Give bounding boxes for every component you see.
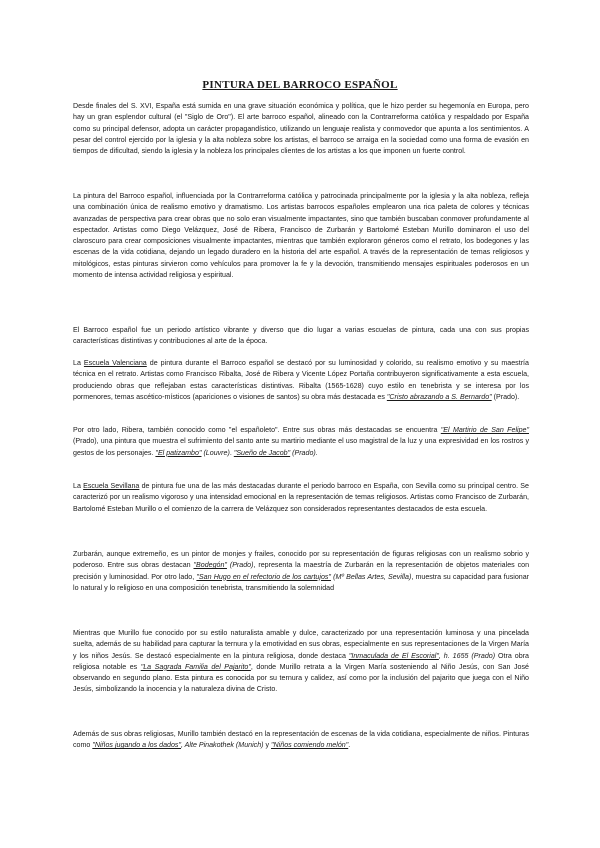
paragraph-text-segment: Zurbarán, aunque extremeño, es un pintor de monjes y frailes, conocido por su representación de figuras religiosas con un realismo sobrio y poderoso. Entre sus obras destacan (73, 550, 529, 570)
paragraph-text-segment: , donde Murillo retrata a la Virgen María sosteniendo al Niño Jesús, con San José observando en segundo plano. Esta pintura es conocida por su ternura y calidez, así como por la inclusión del pajarito que juega con el Niño Jesús, simbolizando la inocencia y la naturaleza divina de Cristo. (73, 662, 529, 694)
paragraph-text-segment: "El patizambo" (155, 448, 202, 457)
paragraph-text-segment: El Barroco español fue un periodo artístico vibrante y diverso que dio lugar a varias escuelas de pintura, cada una con sus propias características distintivas y contribuciones al arte de la época. (73, 326, 529, 346)
paragraph-text-segment: La pintura del Barroco español, influenciada por la Contrarreforma católica y patrocinada principalmente por la iglesia y la alta nobleza, refleja una combinación única de realismo emotivo y dramatismo. Los artistas barrocos españoles emplearon una rica paleta de colores y técnicas avanzadas de perspectiva para crear obras que no solo eran visualmente impactantes, sino que también buscaban conmover profundamente al espectador. Artistas como Diego Velázquez, José de Ribera, Francisco de Zurbarán y Bartolomé Esteban Murillo dominaron el uso del claroscuro para crear composiciones visualmente impactantes, mientras que también exploraron géneros como el retrato, los bodegones y las escenas de la vida cotidiana, dejando un legado duradero en la historia del arte español. A través de la representación de temas religiosos y mitológicos, estas pinturas sirvieron como vehículos para promover la fe y la devoción, transmitiendo mensajes espirituales poderosos en un momento de intensa actividad religiosa y espiritual. (73, 192, 529, 280)
paragraph-pintura-barroco (73, 191, 529, 281)
paragraph-escuelas (73, 325, 529, 348)
paragraph-zurbaran (73, 549, 529, 594)
paragraph-text-segment: y (263, 741, 272, 750)
paragraph-murillo-cotidiana (73, 729, 529, 752)
paragraph-text-segment: , Alte Pinakothek (Munich) (180, 741, 264, 750)
paragraph-text-segment: "Bodegón" (193, 561, 227, 570)
paragraph-text-segment: (Prado). (290, 448, 318, 457)
paragraph-text-segment: "Niños jugando a los dados" (92, 741, 181, 750)
paragraph-escuela-valenciana (73, 358, 529, 403)
paragraph-text-segment: Escuela Sevillana (83, 482, 140, 490)
paragraph-text-segment: "El Martirio de San Felipe" (440, 426, 529, 434)
paragraph-text-segment: "Cristo abrazando a S. Bernardo" (386, 392, 492, 401)
paragraph-text-segment: "Sueño de Jacob" (233, 448, 291, 457)
paragraph-intro (73, 101, 529, 157)
paragraph-text-segment: "Inmaculada de El Escorial" (348, 651, 439, 660)
paragraph-text-segment: Por otro lado, Ribera, también conocido como "el españoleto". Entre sus obras más destacadas se encuentra (73, 426, 441, 434)
paragraph-text-segment: , muestra su capacidad para fusionar lo natural y lo religioso en una composición tenebrista, transmitiendo la solemnidad (73, 572, 530, 592)
paragraph-text-segment: "La Sagrada Familia del Pajarito" (140, 662, 251, 671)
paragraph-text-segment: (Prado) (226, 561, 254, 570)
paragraph-text-segment: (Prado). (491, 392, 520, 401)
paragraph-text-segment: de pintura fue una de las más destacadas durante el periodo barroco en España, con Sevilla como su principal centro. Se caracterizó por un realismo vigoroso y una intensidad emocional en la representación de temas religiosos. Artistas como Francisco de Zurbarán, Bartolomé Esteban Murillo o el comienzo de la carrera de Velázquez son considerados representantes destacados de esta escuela. (73, 482, 529, 513)
paragraph-text-segment: "San Hugo en el refectorio de los cartujos" (196, 572, 331, 581)
paragraph-text-segment: , representa la maestría de Zurbarán en la representación de objetos materiales con precisión y luminosidad. Por otro lado, (73, 561, 530, 581)
paragraph-text-segment: . (348, 741, 351, 750)
paragraph-text-segment: , h. 1655 (Prado) (438, 651, 496, 660)
paragraph-text-segment: Desde finales del S. XVI, España está sumida en una grave situación económica y política, que le hizo perder su hegemonía en Europa, pero hay un gran esplendor cultural (el "Siglo de Oro"). El arte barroco español, alineado con la Contrarreforma católica y respaldado por España como su principal defensor, adopta un carácter propagandístico, utilizando un lenguaje realista y conmovedor que apunta a los sentimientos. A pesar del control ejercido por la iglesia y la alta nobleza sobre los artistas, el barroco se arraiga en la sociedad como una forma de evasión en tiempos de dificultad, siendo la iglesia y la nobleza los principales clientes de los artistas a los que imponen un fuerte control. (73, 102, 529, 156)
paragraph-text-segment: de pintura durante el Barroco español se destacó por su luminosidad y colorido, su realismo emotivo y su maestría técnica en el retrato. Artistas como Francisco Ribalta, José de Ribera y Vicente López Portaña contribuyeron significativamente a esta escuela, produciendo obras que reflejaban estas características distintivas. Ribalta (1565-1628) cuyo estilo en tenebrista y se interesa por los pormenores, temas ascético-místicos (apariciones o visiones de santos) su obra más destacada es (73, 359, 529, 401)
paragraph-text-segment: (Mº Bellas Artes, Sevilla) (330, 572, 412, 581)
paragraph-text-segment: Mientras que Murillo fue conocido por su estilo naturalista amable y dulce, caracterizado por una representación luminosa y una pincelada suelta, además de su habilidad para capturar la ternura y la emotividad en sus obras, especialmente en sus representaciones de la Virgen María y los niños Jesús. Se destacó especialmente en la pintura religiosa, donde destaca (73, 629, 529, 660)
paragraph-murillo (73, 628, 529, 696)
paragraph-ribera (73, 425, 529, 459)
paragraph-text-segment: La (73, 482, 84, 490)
paragraph-escuela-sevillana (73, 481, 529, 515)
paragraph-text-segment: Otra obra religiosa notable es (73, 651, 529, 671)
document-title: PINTURA DEL BARROCO ESPAÑOL (202, 79, 398, 91)
paragraph-text-segment: . (229, 448, 234, 457)
paragraph-text-segment: "Niños comiendo melón" (271, 741, 349, 750)
paragraph-text-segment: (Louvre) (201, 448, 230, 457)
paragraph-text-segment: Además de sus obras religiosas, Murillo también destacó en la representación de escenas de la vida cotidiana, especialmente de niños. Pinturas como (73, 730, 529, 750)
paragraph-text-segment: La (73, 359, 84, 367)
paragraph-text-segment: (Prado), una pintura que muestra el sufrimiento del santo ante su martirio mediante el uso magistral de la luz y una expresividad en los rostros y gestos de los personajes. (73, 437, 529, 457)
paragraph-text-segment: Escuela Valenciana (83, 359, 147, 367)
